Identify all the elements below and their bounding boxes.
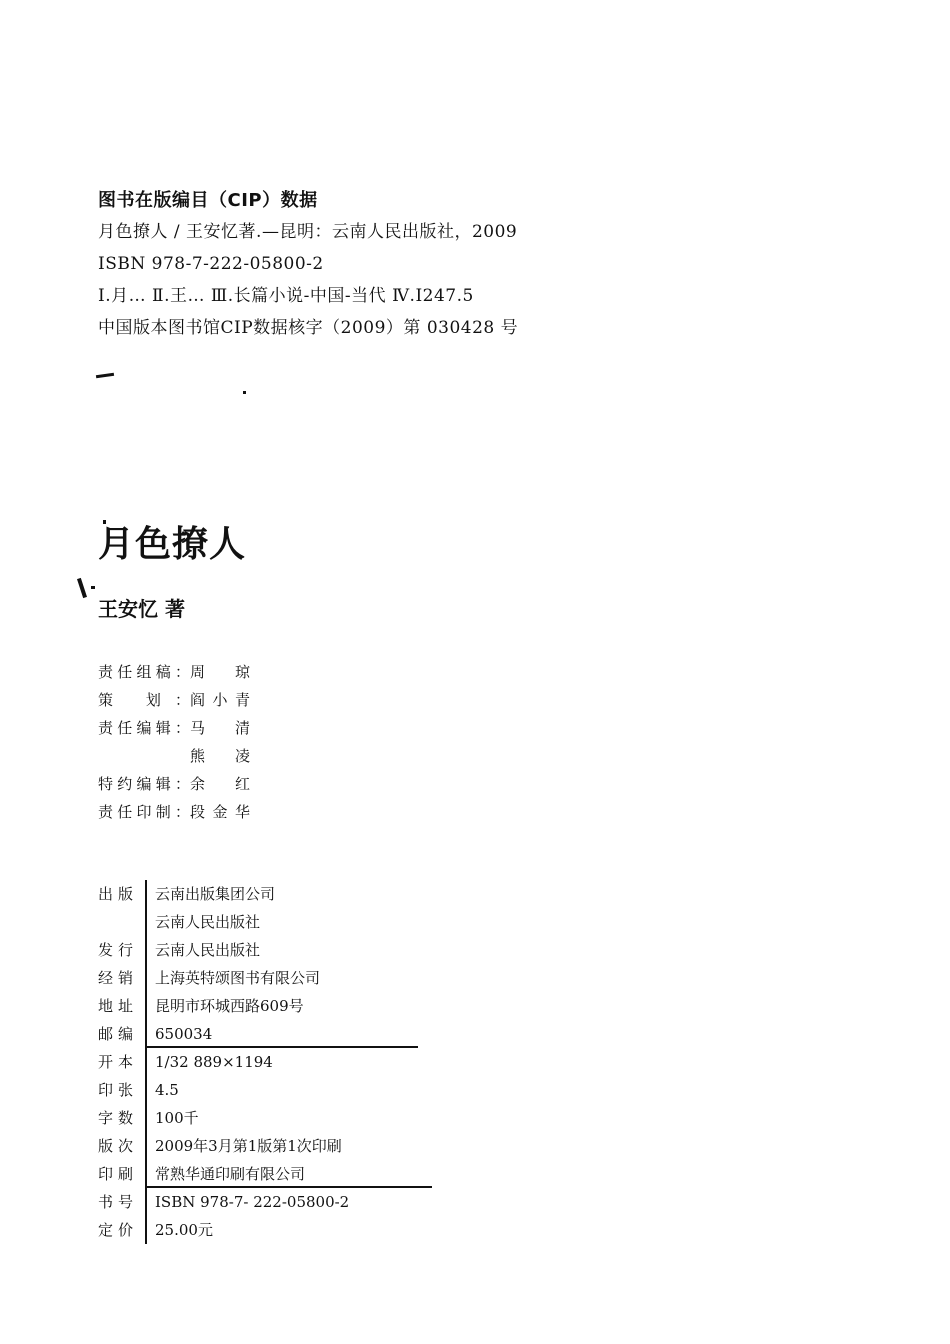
scan-speck (243, 391, 246, 394)
spec-label: 地址 (98, 997, 134, 1015)
scan-speck (77, 578, 87, 598)
spec-value: 上海英特颂图书有限公司 (145, 964, 438, 992)
spec-row (98, 1020, 438, 1048)
spec-row (98, 1188, 438, 1216)
spec-row (98, 1076, 438, 1104)
spec-row (98, 908, 438, 936)
credit-name: 周 琼 (190, 663, 250, 681)
spec-row (98, 1160, 438, 1188)
book-author: 王安忆 著 (98, 597, 185, 621)
spec-label: 出版 (98, 885, 134, 903)
spec-row (98, 936, 438, 964)
spec-value: 常熟华通印刷有限公司 (145, 1160, 438, 1188)
credit-name: 阎小青 (190, 691, 250, 709)
spec-value: 25.00元 (145, 1216, 438, 1244)
credit-row (98, 686, 250, 714)
cip-heading: 图书在版编目（CIP）数据 (98, 190, 318, 211)
credit-row (98, 798, 250, 826)
cip-title-line: 月色撩人 / 王安忆著.—昆明：云南人民出版社，2009 (98, 222, 518, 242)
spec-value: ISBN 978-7- 222-05800-2 (145, 1188, 438, 1216)
spec-label: 经销 (98, 969, 134, 987)
credit-row (98, 770, 250, 798)
cip-data-block (98, 186, 798, 344)
spec-value: 云南人民出版社 (145, 908, 438, 936)
spec-row (98, 964, 438, 992)
spec-label: 发行 (98, 941, 134, 959)
credit-role: 策 划： (98, 691, 190, 709)
credit-name: 段金华 (190, 803, 250, 821)
credit-name: 余 红 (190, 775, 250, 793)
credit-role: 责任印制： (98, 803, 190, 821)
credit-row (98, 714, 250, 742)
credit-role: 特约编辑： (98, 775, 190, 793)
spec-row (98, 880, 438, 908)
credit-role: 责任编辑： (98, 719, 190, 737)
spec-row (98, 1048, 438, 1076)
credit-name: 马 清 (190, 719, 250, 737)
cip-classification-line: Ⅰ.月… Ⅱ.王… Ⅲ.长篇小说-中国-当代 Ⅳ.I247.5 (98, 286, 474, 306)
spec-label: 开本 (98, 1053, 134, 1071)
scan-speck (91, 586, 95, 589)
spec-value: 2009年3月第1版第1次印刷 (145, 1132, 438, 1160)
credit-row (98, 658, 250, 686)
credit-name: 熊 凌 (190, 747, 250, 765)
spec-row (98, 1104, 438, 1132)
spec-value: 云南人民出版社 (145, 936, 438, 964)
spec-value: 1/32 889×1194 (145, 1048, 438, 1076)
spec-value: 昆明市环城西路609号 (145, 992, 438, 1020)
book-title: 月色撩人 (98, 524, 247, 565)
spec-row (98, 1132, 438, 1160)
publication-specs (98, 880, 438, 1244)
cip-record-number-line: 中国版本图书馆CIP数据核字（2009）第 030428 号 (98, 318, 519, 338)
cip-isbn-line: ISBN 978-7-222-05800-2 (98, 254, 324, 274)
spec-value: 4.5 (145, 1076, 438, 1104)
scan-speck (96, 373, 114, 378)
credit-row (98, 742, 250, 770)
spec-label: 书号 (98, 1193, 134, 1211)
spec-label: 字数 (98, 1109, 134, 1127)
spec-label: 印刷 (98, 1165, 134, 1183)
spec-value: 650034 (145, 1020, 438, 1048)
spec-label: 邮编 (98, 1025, 134, 1043)
spec-label (98, 908, 134, 936)
spec-row (98, 992, 438, 1020)
spec-label: 版次 (98, 1137, 134, 1155)
spec-row (98, 1216, 438, 1244)
editorial-credits (98, 658, 250, 826)
credit-role: 责任组稿： (98, 663, 190, 681)
spec-label: 定价 (98, 1221, 134, 1239)
spec-value: 100千 (145, 1104, 438, 1132)
spec-label: 印张 (98, 1081, 134, 1099)
spec-value: 云南出版集团公司 (145, 880, 438, 908)
